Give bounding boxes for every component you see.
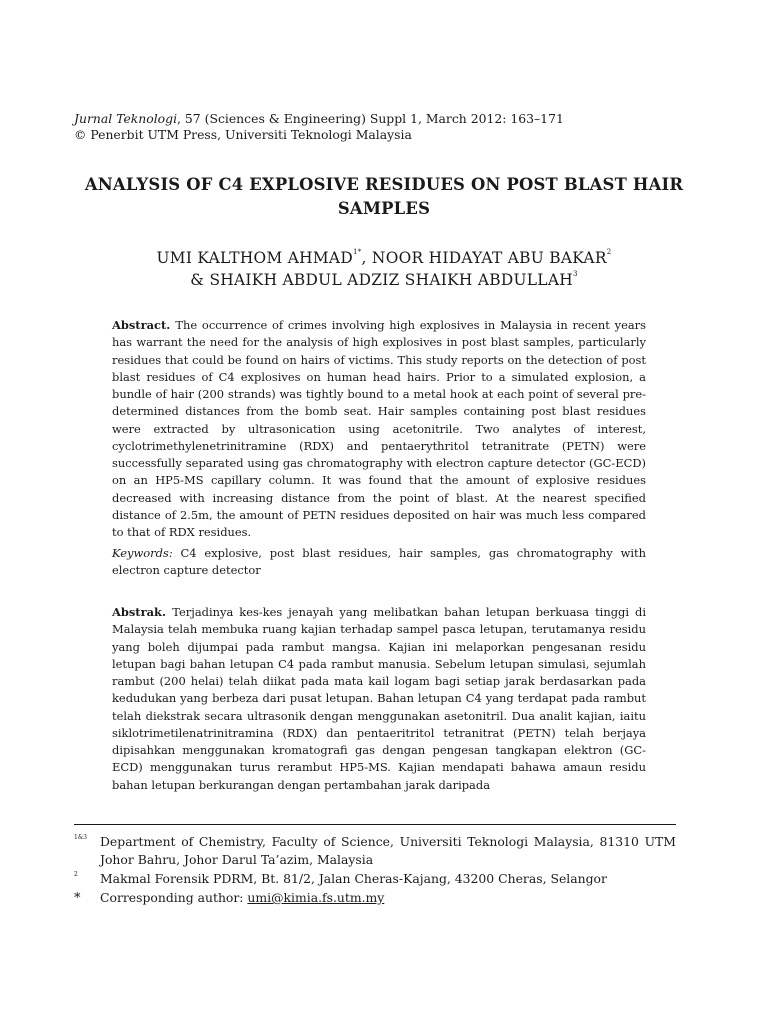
author-3-name: & SHAIKH ABDUL ADZIZ SHAIKH ABDULLAH	[190, 271, 573, 289]
author-2-name: NOOR HIDAYAT ABU BAKAR	[371, 249, 607, 267]
footnote-text: Makmal Forensik PDRM, Bt. 81/2, Jalan Cheras-Kajang, 43200 Cheras, Selangor	[100, 871, 607, 886]
keywords-text: C4 explosive, post blast residues, hair samples, gas chromatography with electron capture detector	[112, 546, 646, 578]
abstrak-label: Abstrak	[112, 605, 162, 619]
footnote-divider	[74, 824, 676, 825]
copyright-line: © Penerbit UTM Press, Universiti Teknologi Malaysia	[74, 127, 412, 142]
abstrak-text: Terjadinya kes-kes jenayah yang melibatkan bahan letupan berkuasa tinggi di Malaysia telah membuka ruang kajian terhadap sampel pasca letupan, terutamanya residu yang boleh dijumpai pada rambut mangsa. Kajian ini melaporkan pengesanan residu letupan bagi bahan letupan C4 pada rambut manusia. Sebelum letupan simulasi, sejumlah rambut (200 helai) telah diikat pada mata kail logam bagi setiap jarak berdasarkan pada kedudukan yang berbeza dari pusat letupan. Bahan letupan C4 yang terdapat pada rambut telah diekstrak secara ultrasonik dengan menggunakan asetonitril. Dua analit kajian, iaitu siklotrimetilenatrinitramina (RDX) dan pentaeritritol tetranitrat (PETN) telah berjaya dipisahkan menggunakan kromatografi gas dengan pengesan tangkapan elektron (GC-ECD) menggunakan turus rerambut HP5-MS. Kajian mendapati bahawa amaun residu bahan letupan berkurangan dengan pertambahan jarak daripada	[112, 605, 646, 792]
journal-header	[74, 111, 564, 143]
keywords: Keywords: C4 explosive, post blast residues, hair samples, gas chromatography with electron capture detector	[112, 546, 646, 578]
author-3-affiliation: 3	[572, 270, 578, 278]
footnote-corresponding	[74, 889, 676, 907]
citation-details: , 57 (Sciences & Engineering) Suppl 1, March 2012: 163–171	[177, 111, 564, 126]
abstract-malay: Abstrak. Terjadinya kes-kes jenayah yang melibatkan bahan letupan berkuasa tinggi di Malaysia telah membuka ruang kajian terhadap sampel pasca letupan, terutamanya residu yang boleh dijumpai pada rambut mangsa. Kajian ini melaporkan pengesanan residu letupan bagi bahan letupan C4 pada rambut manusia. Sebelum letupan simulasi, sejumlah rambut (200 helai) telah diikat pada mata kail logam bagi setiap jarak berdasarkan pada kedudukan yang berbeza dari pusat letupan. Bahan letupan C4 yang terdapat pada rambut telah diekstrak secara ultrasonik dengan menggunakan asetonitril. Dua analit kajian, iaitu siklotrimetilenatrinitramina (RDX) dan pentaeritritol tetranitrat (PETN) telah berjaya dipisahkan menggunakan kromatografi gas dengan pengesan tangkapan elektron (GC-ECD) menggunakan turus rerambut HP5-MS. Kajian mendapati bahawa amaun residu bahan letupan berkurangan dengan pertambahan jarak daripada	[112, 605, 646, 792]
author-2-affiliation: 2	[606, 248, 612, 256]
footnote-affiliation-2	[74, 870, 676, 888]
author-list	[60, 247, 708, 291]
footnote-mark: 2	[74, 871, 78, 878]
footnote-affiliation-1	[74, 833, 676, 869]
paper-title	[60, 173, 708, 221]
authors-line-1: UMI KALTHOM $AHMAD^{1*}$, NOOR HIDAYAT ABU BAKAR$^2$	[156, 248, 612, 267]
authors-line-2	[60, 269, 708, 291]
corresponding-label: Corresponding author:	[100, 890, 248, 905]
author-1-affiliation: 1*	[352, 248, 362, 256]
title-line-1: ANALYSIS OF C4 EXPLOSIVE RESIDUES ON POST BLAST HAIR	[84, 175, 684, 194]
citation-line	[74, 111, 564, 127]
asterisk-mark: *	[74, 891, 81, 906]
footnote-text: Department of Chemistry, Faculty of Science, Universiti Teknologi Malaysia, 81310 UTM Johor Bahru, Johor Darul Ta’azim, Malaysia	[100, 834, 676, 867]
footnotes	[74, 833, 676, 908]
footnote-mark: 1&3	[74, 834, 87, 841]
abstract-english: Abstract. The occurrence of crimes involving high explosives in Malaysia in recent years has warrant the need for the analysis of high explosives in post blast samples, particularly residues that could be found on hairs of victims. This study reports on the detection of post blast residues of C4 explosives on human head hairs. Prior to a simulated explosion, a bundle of hair (200 strands) was tightly bound to a metal hook at each point of several pre-determined distances from the bomb seat. Hair samples containing post blast residues were extracted by ultrasonication using acetonitrile. Two analytes of interest, cyclotrimethylenetrinitramine (RDX) and pentaerythritol tetranitrate (PETN) were successfully separated using gas chromatography with electron capture detector (GC-ECD) on an HP5-MS capillary column. It was found that the amount of explosive residues decreased with increasing distance from the point of blast. At the nearest specified distance of 2.5m, the amount of PETN residues deposited on hair was much less compared to that of RDX residues.	[112, 318, 646, 539]
abstract-text: The occurrence of crimes involving high explosives in Malaysia in recent years has warrant the need for the analysis of high explosives in post blast samples, particularly residues that could be found on hairs of victims. This study reports on the detection of post blast residues of C4 explosives on human head hairs. Prior to a simulated explosion, a bundle of hair (200 strands) was tightly bound to a metal hook at each point of several pre-determined distances from the bomb seat. Hair samples containing post blast residues were extracted by ultrasonication using acetonitrile. Two analytes of interest, cyclotrimethylenetrinitramine (RDX) and pentaerythritol tetranitrate (PETN) were successfully separated using gas chromatography with electron capture detector (GC-ECD) on an HP5-MS capillary column. It was found that the amount of explosive residues decreased with increasing distance from the point of blast. At the nearest specified distance of 2.5m, the amount of PETN residues deposited on hair was much less compared to that of RDX residues.	[112, 318, 646, 539]
footnote-text	[100, 889, 676, 907]
abstract-label: Abstract	[112, 318, 167, 332]
keywords-label: Keywords	[112, 546, 169, 560]
author-1-name: UMI KALTHOM AHMAD	[156, 249, 353, 267]
title-line-2: SAMPLES	[337, 199, 431, 218]
author-email-link[interactable]: umi@kimia.fs.utm.my	[247, 890, 385, 905]
journal-name: Jurnal Teknologi	[74, 111, 178, 126]
